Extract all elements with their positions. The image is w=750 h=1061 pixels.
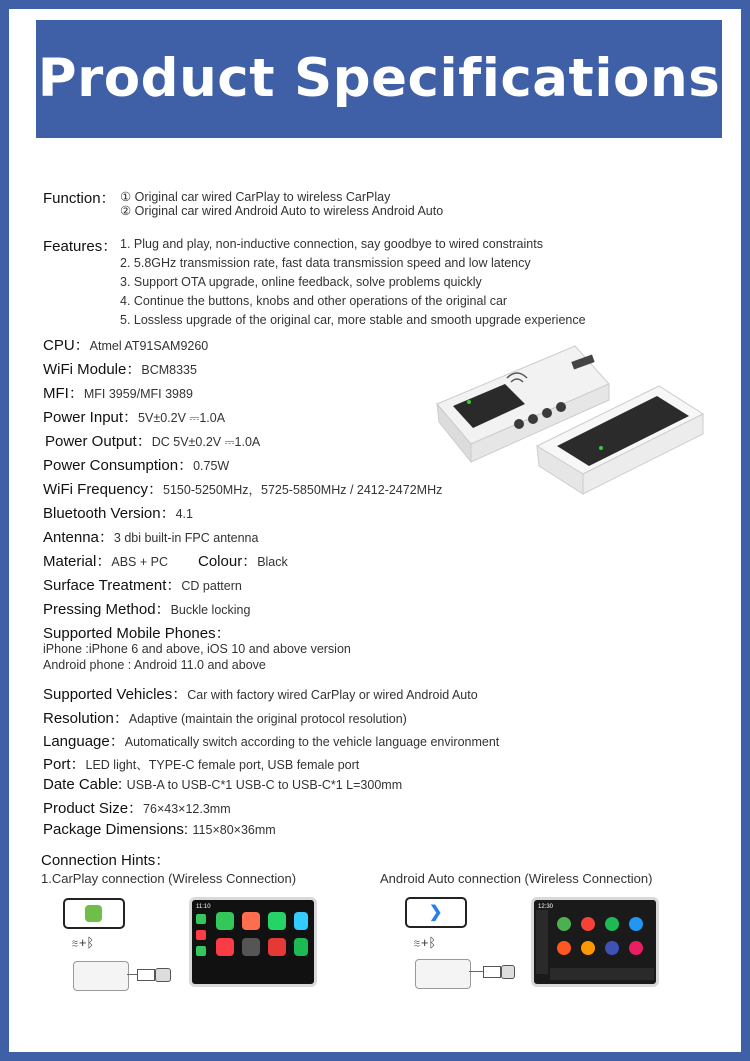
wifi-icon: ≋: [71, 935, 79, 950]
spec-label: Language：: [43, 733, 125, 750]
feature-item-3: 3. Support OTA upgrade, online feedback, solve problems quickly: [120, 275, 482, 289]
spec-value: LED light、TYPE-C female port, USB female port: [85, 758, 360, 772]
spec-value: 115×80×36mm: [192, 823, 276, 837]
spec-date-cable: [43, 776, 402, 794]
page-title: Product Specifications: [36, 20, 722, 138]
wifi-bluetooth-icon: [413, 935, 436, 950]
spec-value: Adaptive (maintain the original protocol resolution): [128, 712, 407, 726]
spec-label: Surface Treatment：: [43, 577, 182, 594]
android-auto-diagram: [403, 897, 656, 993]
spec-value: BCM8335: [141, 363, 197, 377]
carplay-connection-label: 1.CarPlay connection (Wireless Connection): [41, 871, 297, 886]
spec-value: Buckle locking: [170, 603, 251, 617]
plus-symbol: +: [420, 935, 429, 950]
spec-label: WiFi Module：: [43, 361, 142, 378]
spec-value: USB-A to USB-C*1 USB-C to USB-C*1 L=300mm: [126, 778, 403, 792]
spec-value: Car with factory wired CarPlay or wired Android Auto: [187, 688, 478, 702]
spec-label: MFI：: [43, 385, 84, 402]
spec-supported-vehicles: [43, 683, 478, 704]
android-auto-icon: ❯: [429, 904, 443, 921]
features-row: [43, 235, 117, 256]
spec-power-input: [43, 406, 225, 427]
spec-value: 5150-5250MHz，5725-5850MHz / 2412-2472MHz: [163, 483, 443, 497]
spec-label: Material：: [43, 553, 112, 570]
spec-value: 0.75W: [193, 459, 230, 473]
spec-label: Pressing Method：: [43, 601, 171, 618]
spec-value: 5V±0.2V ⎓1.0A: [138, 411, 226, 425]
spec-power-consumption: [43, 454, 229, 475]
spec-value: 76×43×12.3mm: [143, 802, 231, 816]
spec-value: DC 5V±0.2V ⎓1.0A: [151, 435, 261, 449]
spec-label: Package Dimensions:: [43, 821, 189, 838]
spec-value: CD pattern: [181, 579, 242, 593]
dongle: [73, 961, 129, 991]
bluetooth-icon: ᛒ: [428, 935, 437, 950]
spec-value: 4.1: [175, 507, 193, 521]
spec-label: CPU：: [43, 337, 90, 354]
spec-material: [43, 550, 168, 571]
screen-time: 12:30: [538, 904, 554, 910]
usb-port-icon: [155, 968, 171, 982]
carplay-app-grid: [192, 900, 314, 984]
function-row: [43, 187, 116, 208]
spec-label: Product Size：: [43, 800, 144, 817]
features-label: Features：: [43, 238, 118, 255]
spec-value: Black: [257, 555, 288, 569]
supported-android: Android phone : Android 11.0 and above: [43, 658, 266, 672]
spec-label: Date Cable:: [43, 776, 123, 793]
spec-resolution: [43, 707, 407, 728]
spec-label: WiFi Frequency：: [43, 481, 164, 498]
spec-label: Power Consumption：: [43, 457, 194, 474]
spec-cpu: [43, 334, 208, 355]
spec-bluetooth-version: [43, 502, 193, 523]
spec-label: Bluetooth Version：: [43, 505, 176, 522]
wifi-bluetooth-icon: [71, 935, 94, 950]
supported-iphone: iPhone :iPhone 6 and above, iOS 10 and above version: [43, 642, 351, 656]
phone-icon: [405, 897, 467, 928]
screen-time: 11:10: [196, 904, 211, 910]
spec-label: Power Input：: [43, 409, 139, 426]
spec-language: [43, 730, 499, 751]
usb-port-icon: [501, 965, 515, 979]
usb-plug-icon: [483, 966, 501, 978]
connection-title: Connection Hints：: [41, 852, 171, 869]
spec-wifi-frequency: [43, 478, 442, 499]
spec-value: ABS + PC: [111, 555, 168, 569]
spec-label: Supported Vehicles：: [43, 686, 188, 703]
spec-value: Automatically switch according to the vehicle language environment: [124, 735, 500, 749]
wifi-icon: ≋: [413, 935, 421, 950]
spec-antenna: [43, 526, 258, 547]
spec-value: 3 dbi built-in FPC antenna: [113, 531, 259, 545]
spec-label: Colour：: [198, 553, 258, 570]
product-box-image: [427, 336, 705, 496]
function-item-2: ② Original car wired Android Auto to wireless Android Auto: [120, 204, 444, 218]
spec-power-output: [45, 430, 260, 451]
spec-label: Resolution：: [43, 710, 129, 727]
android-auto-screen: [531, 897, 659, 987]
spec-value: Atmel AT91SAM9260: [89, 339, 209, 353]
feature-item-2: 2. 5.8GHz transmission rate, fast data transmission speed and low latency: [120, 256, 531, 270]
spec-package-dimensions: [43, 821, 276, 839]
spec-mfi: [43, 382, 193, 403]
feature-item-4: 4. Continue the buttons, knobs and other operations of the original car: [120, 294, 508, 308]
plus-symbol: +: [78, 935, 87, 950]
feature-item-5: 5. Lossless upgrade of the original car, more stable and smooth upgrade experience: [120, 313, 586, 327]
spec-label: Power Output：: [45, 433, 152, 450]
connection-hints-title: [41, 849, 170, 870]
spec-product-size: [43, 797, 231, 818]
android-connection-label: Android Auto connection (Wireless Connection): [380, 871, 653, 886]
spec-pressing-method: [43, 598, 250, 619]
function-item-1: ① Original car wired CarPlay to wireless CarPlay: [120, 190, 391, 204]
carplay-icon: [85, 905, 102, 922]
spec-supported-phones: [43, 622, 231, 643]
dongle: [415, 959, 471, 989]
spec-label: Supported Mobile Phones：: [43, 625, 231, 642]
usb-plug-icon: [137, 969, 155, 981]
spec-value: MFI 3959/MFI 3989: [83, 387, 193, 401]
spec-label: Port：: [43, 756, 86, 773]
spec-port: [43, 753, 359, 774]
carplay-diagram: [61, 897, 311, 993]
function-label: Function：: [43, 190, 116, 207]
spec-colour: [198, 550, 288, 571]
spec-label: Antenna：: [43, 529, 114, 546]
spec-sheet: [9, 9, 741, 1052]
android-app-grid: [534, 900, 656, 984]
phone-icon: [63, 898, 125, 929]
spec-wifi-module: [43, 358, 197, 379]
carplay-screen: [189, 897, 317, 987]
spec-surface-treatment: [43, 574, 242, 595]
feature-item-1: 1. Plug and play, non-inductive connection, say goodbye to wired constraints: [120, 237, 543, 251]
bluetooth-icon: ᛒ: [86, 935, 95, 950]
